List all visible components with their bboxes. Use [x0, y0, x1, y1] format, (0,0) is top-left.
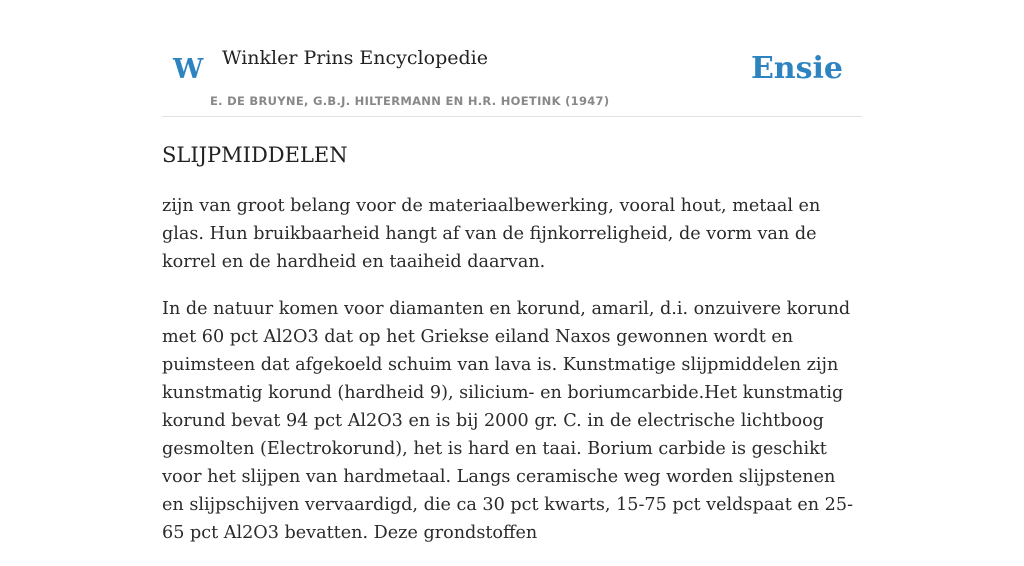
article-headword: SLIJPMIDDELEN — [162, 143, 348, 167]
source-title-link[interactable]: Winkler Prins Encyclopedie — [222, 47, 488, 69]
source-authors: E. DE BRUYNE, G.B.J. HILTERMANN EN H.R. HOETINK (1947) — [210, 94, 610, 108]
article-page — [162, 0, 862, 543]
ensie-logo-link[interactable]: Ensie — [750, 51, 843, 86]
article-paragraph: In de natuur komen voor diamanten en korund, amaril, d.i. onzuivere korund met 60 pct Al2O3 dat op het Griekse eiland Naxos gewonnen wordt en puimsteen dat afgekoeld schuim van lava is. Kunstmatige slijpmiddelen zijn kunstmatig korund (hardheid 9), silicium- en boriumcarbide.Het kunstmatig korund bevat 94 pct Al2O3 en is bij 2000 gr. C. in de electrische lichtboog gesmolten (Electrokorund), het is hard en taai. Borium carbide is geschikt voor het slijpen van hardmetaal. Langs ceramische weg worden slijpstenen en slijpschijven vervaardigd, die ca 30 pct kwarts, 15-75 pct veldspaat en 25-65 pct Al2O3 bevatten. Deze grondstoffen — [162, 299, 854, 543]
article-body — [162, 192, 862, 566]
winkler-prins-logo[interactable]: W — [173, 54, 204, 85]
page-header — [162, 0, 862, 117]
article-paragraph: zijn van groot belang voor de materiaalbewerking, vooral hout, metaal en glas. Hun bruikbaarheid hangt af van de fijnkorreligheid, de vorm van de korrel en de hardheid en taaiheid daarvan. — [162, 196, 821, 272]
